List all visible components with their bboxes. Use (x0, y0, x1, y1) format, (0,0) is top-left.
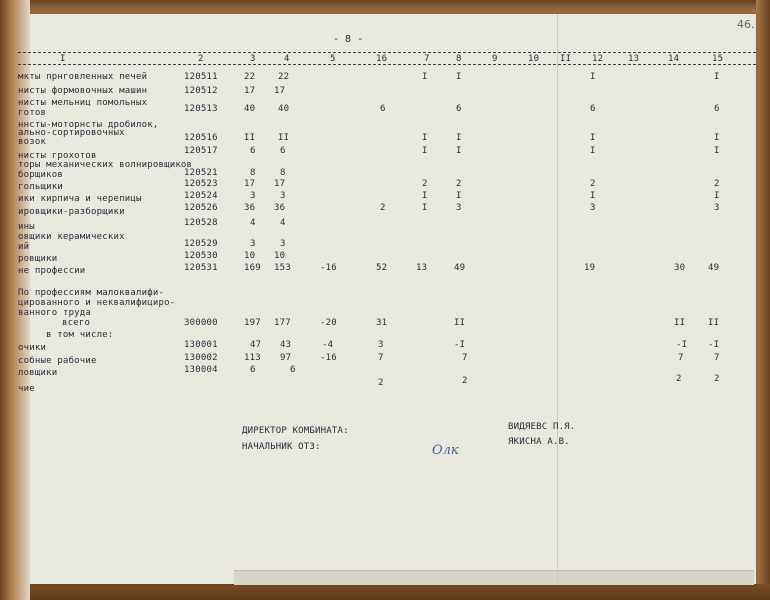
corner-page-mark: 46. (737, 18, 755, 31)
row-value: I (422, 203, 428, 213)
row-value: 17 (274, 179, 286, 189)
desk-background-top (14, 0, 756, 14)
row-value: 6 (250, 365, 256, 375)
row-value: I (422, 72, 428, 82)
row-value: 19 (584, 263, 596, 273)
row-value: 49 (708, 263, 720, 273)
row-code: 120531 (184, 263, 218, 273)
section-heading: цированного и неквалифициро- (18, 298, 176, 308)
section-heading: ванного труда (18, 308, 92, 318)
row-value: 36 (244, 203, 256, 213)
row-value: 43 (280, 340, 292, 350)
row-value: 10 (244, 251, 256, 261)
header-col: II (560, 54, 572, 64)
row-name: гольщики (18, 182, 63, 192)
row-value: -20 (320, 318, 337, 328)
row-value: 8 (280, 168, 286, 178)
header-col: 3 (250, 54, 256, 64)
row-value: I (714, 146, 720, 156)
row-name: ннсты-моторнсты дробилок, (18, 120, 159, 130)
row-value: -I (676, 340, 688, 350)
row-code: 120528 (184, 218, 218, 228)
row-value: -16 (320, 353, 337, 363)
row-value: -I (454, 340, 466, 350)
row-value: 3 (590, 203, 596, 213)
row-name: нисты формовочных машин (18, 86, 148, 96)
row-value: I (590, 146, 596, 156)
row-value: -4 (322, 340, 334, 350)
row-value: 97 (280, 353, 292, 363)
header-col: 13 (628, 54, 640, 64)
row-value: 36 (274, 203, 286, 213)
row-code: 120512 (184, 86, 218, 96)
row-code: 300000 (184, 318, 218, 328)
row-value: I (422, 133, 428, 143)
row-value: 3 (280, 239, 286, 249)
row-code: 120526 (184, 203, 218, 213)
head-name: ЯКИСНА А.В. (508, 437, 570, 447)
row-value: 6 (250, 146, 256, 156)
row-code: 120521 (184, 168, 218, 178)
row-value: 17 (244, 179, 256, 189)
row-name: ировщики-разборщики (18, 207, 125, 217)
row-name: ловщики (18, 368, 58, 378)
row-name: очики (18, 343, 47, 353)
row-code: 120517 (184, 146, 218, 156)
row-code: 120523 (184, 179, 218, 189)
header-col: 14 (668, 54, 680, 64)
row-value: 197 (244, 318, 261, 328)
row-code: 120530 (184, 251, 218, 261)
row-value: 177 (274, 318, 291, 328)
row-value: II (278, 133, 290, 143)
row-name-cont: борщиков (18, 170, 63, 180)
row-name: мкты прнговленных печей (18, 72, 148, 82)
row-value: 113 (244, 353, 261, 363)
including-label: в том числе: (46, 330, 114, 340)
row-value: I (456, 72, 462, 82)
row-value: I (590, 133, 596, 143)
row-value: 13 (416, 263, 428, 273)
row-value: 2 (378, 378, 384, 388)
header-rule-bottom (18, 64, 756, 65)
row-code: 120511 (184, 72, 218, 82)
row-value: 22 (244, 72, 256, 82)
row-value: II (708, 318, 720, 328)
row-code: 130004 (184, 365, 218, 375)
row-name-cont: ий (18, 242, 30, 252)
row-value: 7 (378, 353, 384, 363)
row-value: 3 (250, 239, 256, 249)
row-value: 7 (678, 353, 684, 363)
row-name: ровщики (18, 254, 58, 264)
header-col: 7 (424, 54, 430, 64)
row-value: 4 (250, 218, 256, 228)
row-value: 2 (714, 374, 720, 384)
row-value: II (244, 133, 256, 143)
row-value: 52 (376, 263, 388, 273)
row-value: I (714, 191, 720, 201)
header-col: 2 (198, 54, 204, 64)
row-value: I (590, 72, 596, 82)
row-value: 31 (376, 318, 388, 328)
row-value: I (714, 133, 720, 143)
row-value: -I (708, 340, 720, 350)
row-name: собные рабочие (18, 356, 97, 366)
header-col: 10 (528, 54, 540, 64)
row-value: 2 (676, 374, 682, 384)
row-value: 2 (422, 179, 428, 189)
row-value: 3 (456, 203, 462, 213)
page-number: - 8 - (333, 34, 364, 45)
column-rule (557, 14, 558, 584)
desk-background-bottom (0, 584, 770, 600)
handwritten-signature: Олк (432, 443, 459, 458)
row-code: 120524 (184, 191, 218, 201)
row-value: 17 (274, 86, 286, 96)
row-value: 22 (278, 72, 290, 82)
row-value: I (422, 191, 428, 201)
row-value: II (454, 318, 466, 328)
row-code: 120516 (184, 133, 218, 143)
row-value: 7 (714, 353, 720, 363)
paper-fold-edge (234, 570, 754, 585)
director-name: ВИДЯЕВС П.Я. (508, 422, 576, 432)
row-value: I (456, 133, 462, 143)
row-value: 47 (250, 340, 262, 350)
row-value: 6 (290, 365, 296, 375)
row-value: 6 (714, 104, 720, 114)
row-value: 40 (244, 104, 256, 114)
header-col: 15 (712, 54, 724, 64)
row-name: чие (18, 384, 35, 394)
row-value: 2 (590, 179, 596, 189)
row-name: нисты мельниц помольных (18, 98, 148, 108)
row-value: 40 (278, 104, 290, 114)
row-value: 2 (462, 376, 468, 386)
row-value: I (422, 146, 428, 156)
head-label: НАЧАЛЬНИК ОТЗ: (242, 442, 321, 452)
row-code: 130002 (184, 353, 218, 363)
row-value: 169 (244, 263, 261, 273)
row-name-cont: ально-сортировочных (18, 128, 125, 138)
row-value: 17 (244, 86, 256, 96)
header-col: 8 (456, 54, 462, 64)
row-name-cont: готов (18, 108, 47, 118)
row-value: 2 (380, 203, 386, 213)
row-value: 49 (454, 263, 466, 273)
row-value: -16 (320, 263, 337, 273)
row-name: ики кирпича и черепицы (18, 194, 142, 204)
row-value: 30 (674, 263, 686, 273)
row-value: 7 (462, 353, 468, 363)
row-value: 153 (274, 263, 291, 273)
row-value: 3 (378, 340, 384, 350)
row-name: овщики керамических (18, 232, 125, 242)
header-col: 9 (492, 54, 498, 64)
director-label: ДИРЕКТОР КОМБИНАТА: (242, 426, 349, 436)
row-code: 120529 (184, 239, 218, 249)
header-col: 5 (330, 54, 336, 64)
row-value: I (714, 72, 720, 82)
row-name: не профессии (18, 266, 86, 276)
row-value: 10 (274, 251, 286, 261)
row-value: 6 (456, 104, 462, 114)
row-value: 6 (590, 104, 596, 114)
row-value: 2 (714, 179, 720, 189)
row-value: 3 (714, 203, 720, 213)
row-value: 4 (280, 218, 286, 228)
section-heading: По профессиям малоквалифи- (18, 288, 165, 298)
header-rule-top (18, 52, 756, 53)
header-col: 16 (376, 54, 388, 64)
row-value: I (456, 191, 462, 201)
row-code: 120513 (184, 104, 218, 114)
header-col: I (60, 54, 66, 64)
row-name: ины (18, 222, 35, 232)
desk-background-right (756, 0, 770, 600)
row-name-cont: возок (18, 137, 47, 147)
row-value: I (590, 191, 596, 201)
header-col: 12 (592, 54, 604, 64)
row-value: 6 (380, 104, 386, 114)
row-value: 6 (280, 146, 286, 156)
total-label: всего (62, 318, 91, 328)
header-col: 4 (284, 54, 290, 64)
row-value: 3 (280, 191, 286, 201)
row-value: 2 (456, 179, 462, 189)
row-name: торы механических волнировщиков (18, 160, 193, 170)
row-value: I (456, 146, 462, 156)
row-name: нисты грохотов (18, 151, 97, 161)
row-code: 130001 (184, 340, 218, 350)
row-value: 3 (250, 191, 256, 201)
row-value: 8 (250, 168, 256, 178)
row-value: II (674, 318, 686, 328)
